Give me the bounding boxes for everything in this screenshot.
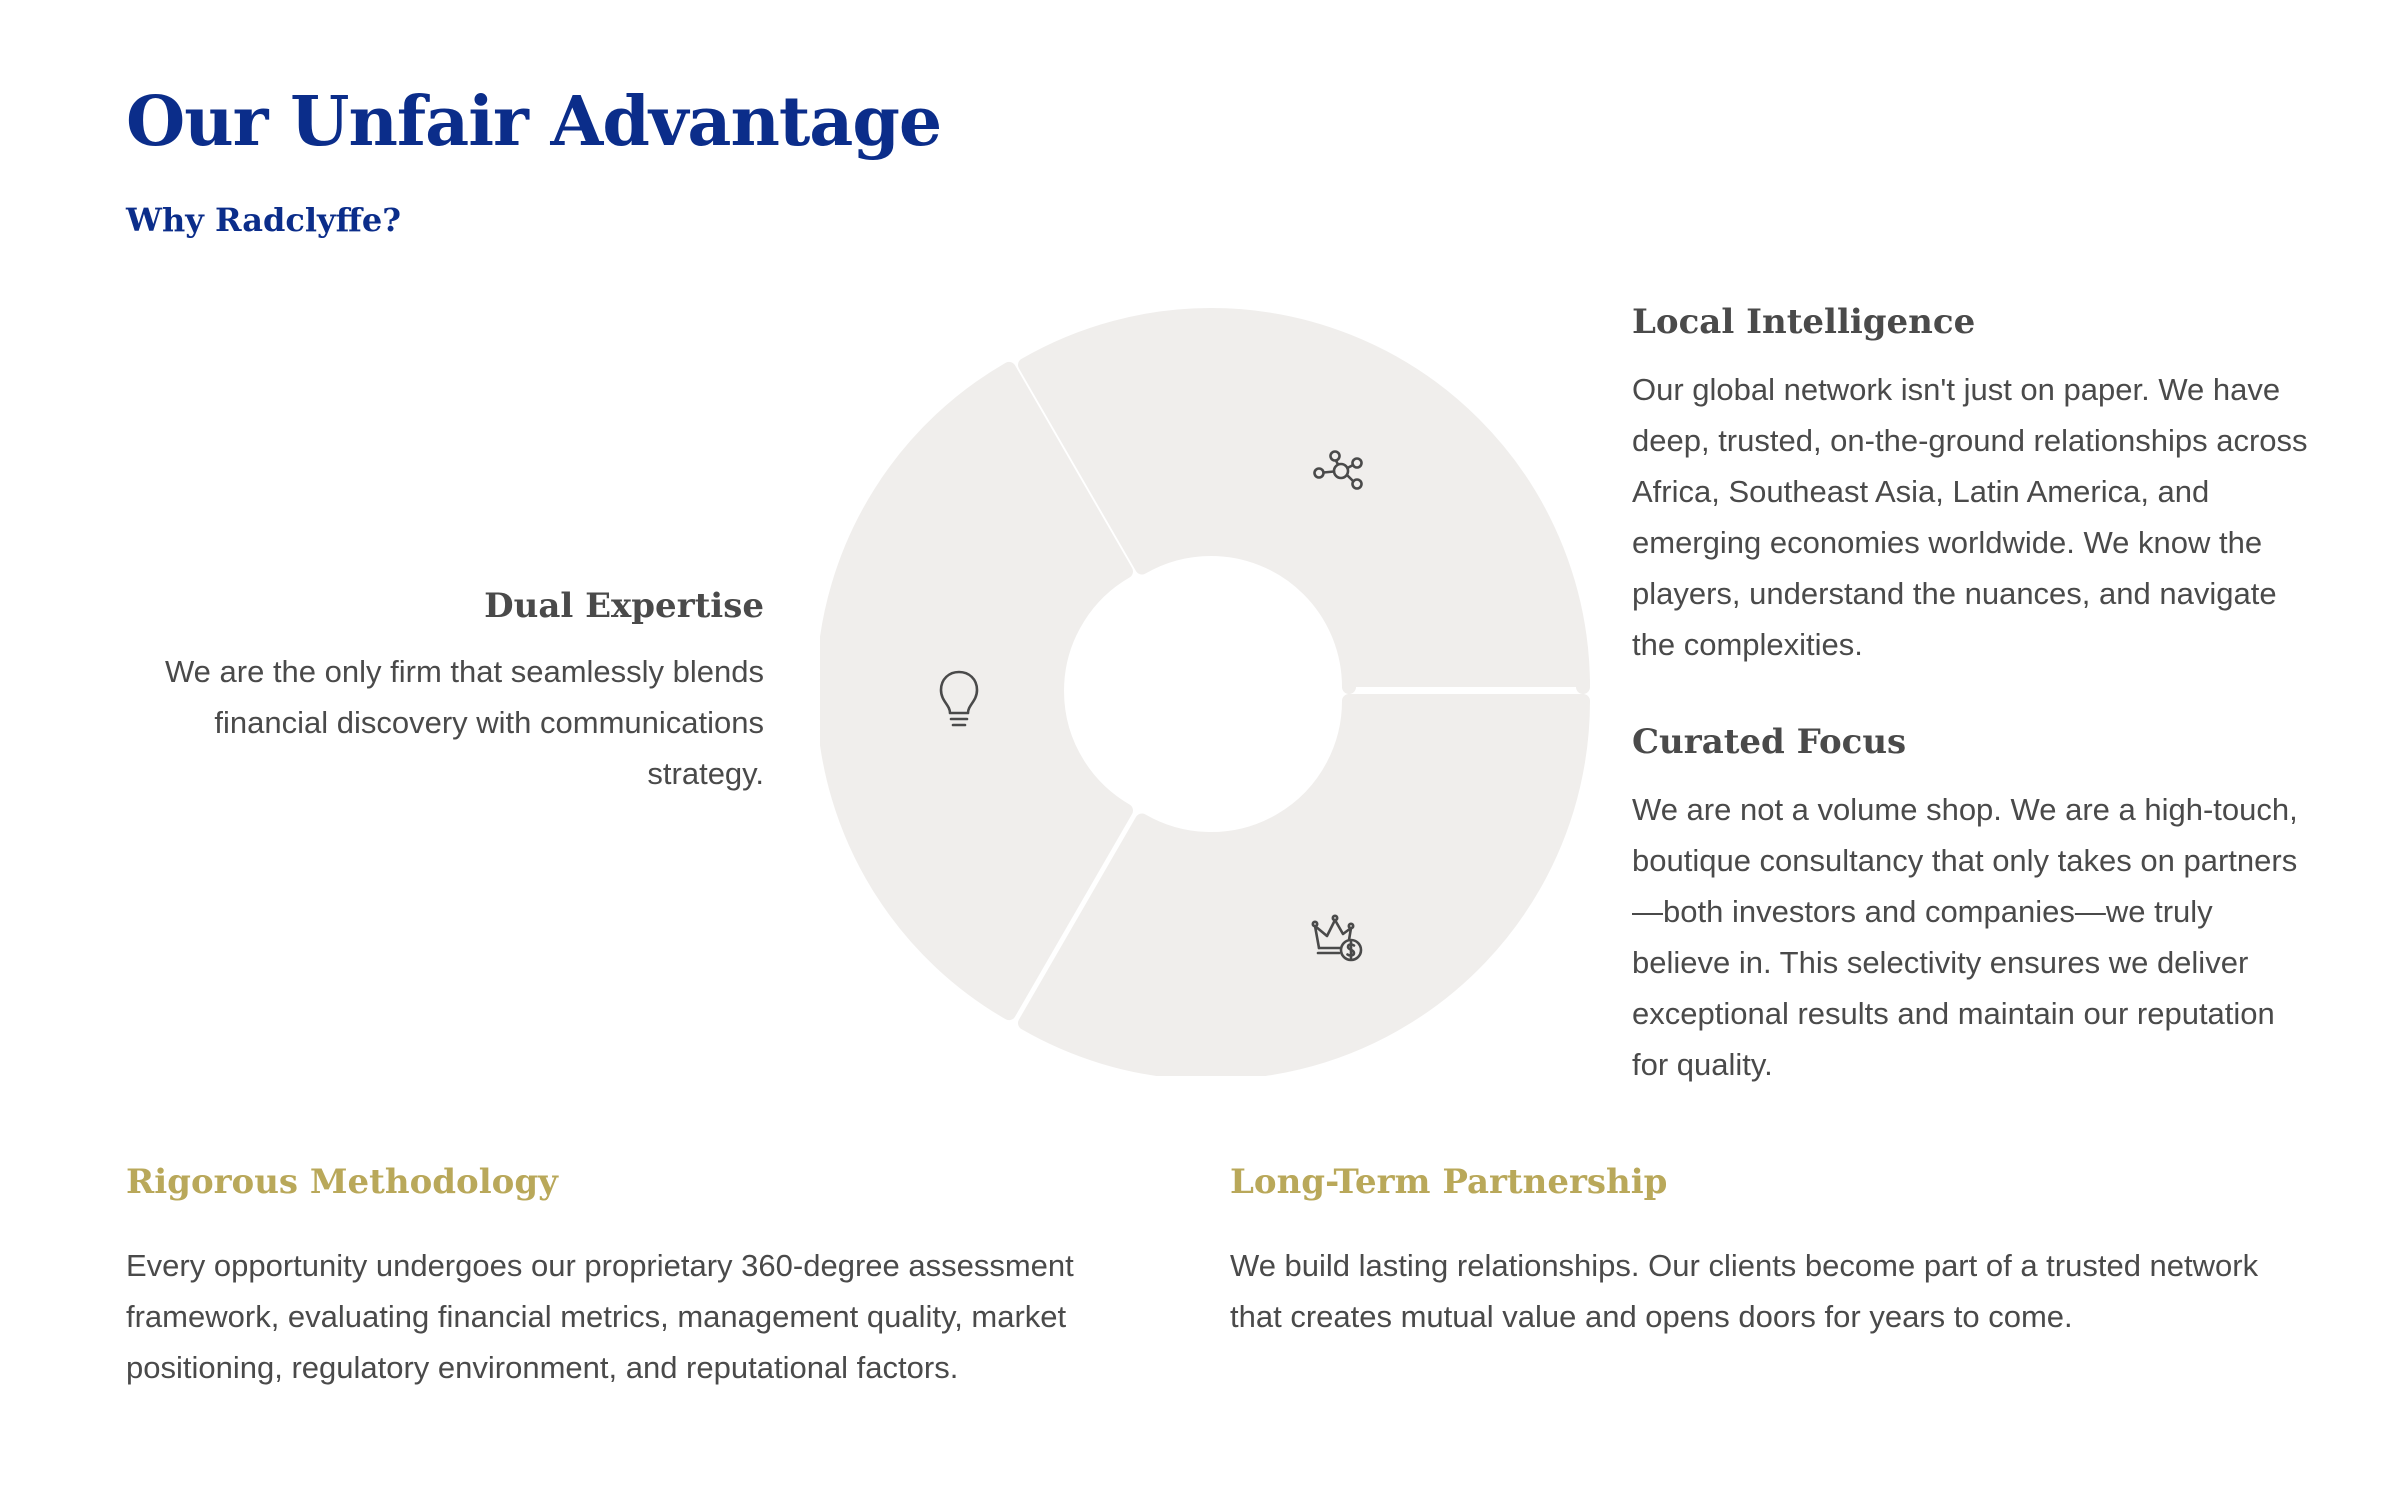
- long-term-partnership-heading: Long-Term Partnership: [1230, 1162, 1668, 1202]
- page-subtitle: Why Radclyffe?: [126, 201, 401, 239]
- long-term-partnership-body: We build lasting relationships. Our clients become part of a trusted network that creates mutual value and opens doors for years to come.: [1230, 1248, 2259, 1334]
- curated-focus-body: We are not a volume shop. We are a high-touch, boutique consultancy that only takes on partners—both investors and companies—we truly believe in. This selectivity ensures we deliver exceptional results and maintain our reputation for quality.: [1632, 792, 2298, 1082]
- curated-focus-block: [1632, 722, 2312, 1090]
- local-intelligence-heading: Local Intelligence: [1632, 302, 1976, 342]
- local-intelligence-block: [1632, 302, 2312, 670]
- local-intelligence-body: Our global network isn't just on paper. We have deep, trusted, on-the-ground relationships across Africa, Southeast Asia, Latin America, and emerging economies worldwide. We know the players, understand the nuances, and navigate the complexities.: [1632, 372, 2308, 662]
- advantage-donut-diagram: [820, 306, 1590, 1076]
- long-term-partnership-block: [1230, 1162, 2280, 1342]
- rigorous-methodology-block: [126, 1162, 1146, 1393]
- dual-expertise-heading: Dual Expertise: [484, 586, 764, 626]
- rigorous-methodology-body: Every opportunity undergoes our proprietary 360-degree assessment framework, evaluating financial metrics, management quality, market positioning, regulatory environment, and reputational factors.: [126, 1248, 1074, 1385]
- page-title: Our Unfair Advantage: [126, 82, 942, 162]
- segment-curated-focus: [1025, 701, 1583, 1073]
- dual-expertise-body: We are the only firm that seamlessly blends financial discovery with communications strategy.: [164, 654, 764, 791]
- curated-focus-heading: Curated Focus: [1632, 722, 1907, 762]
- segment-local-intelligence: [1025, 315, 1583, 687]
- dual-expertise-block: [140, 586, 764, 799]
- rigorous-methodology-heading: Rigorous Methodology: [126, 1162, 558, 1202]
